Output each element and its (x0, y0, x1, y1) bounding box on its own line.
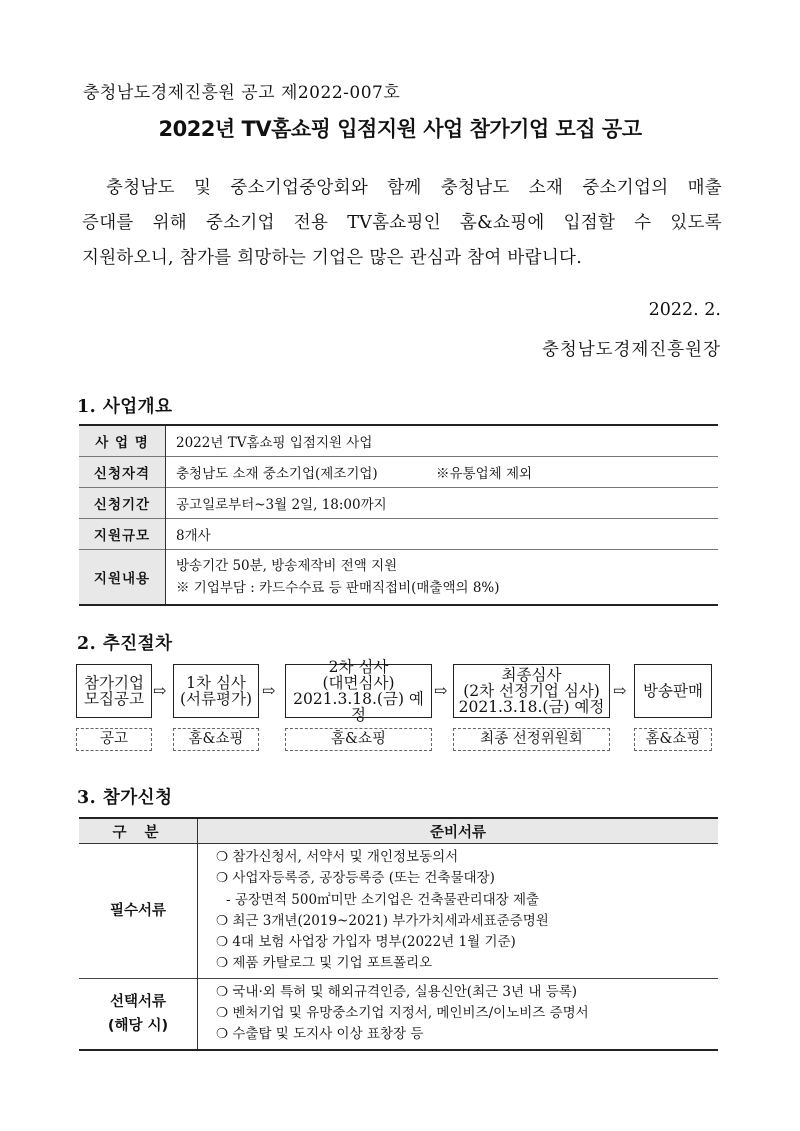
arrow-icon: ⇨ (262, 681, 276, 700)
table-row (79, 425, 718, 457)
table-row (79, 978, 718, 1049)
section-heading-process: 2. 추진절차 (77, 634, 173, 654)
intro-line: 지원하오니, 참가를 희망하는 기업은 많은 관심과 참여 바랍니다. (82, 248, 583, 268)
support-line: ※ 기업부담 : 카드수수료 등 판매직접비(매출액의 8%) (176, 580, 500, 596)
required-docs-label: 필수서류 (79, 844, 198, 979)
list-item: ❍ 4대 보험 사업장 가입자 명부(2022년 1월 기준) (216, 934, 516, 951)
overview-table (79, 424, 718, 606)
documents-table (79, 817, 718, 1051)
row-value: 8개사 (176, 528, 211, 544)
section-heading-overview: 1. 사업개요 (77, 397, 173, 417)
intro-line: 충청남도 및 중소기업중앙회와 함께 충청남도 소재 중소기업의 매출 (106, 178, 722, 198)
arrow-icon: ⇨ (434, 681, 448, 700)
row-value (166, 550, 719, 606)
label-line: 선택서류 (109, 993, 167, 1010)
section-heading-application: 3. 참가신청 (77, 788, 173, 808)
step-line: (2차 선정기업 심사) (463, 682, 600, 700)
step-owner-label: 홈&쇼핑 (634, 728, 712, 751)
list-item: - 공장면적 500㎡미만 소기업은 건축물관리대장 제출 (226, 891, 540, 908)
step-line: 참가기업 (84, 674, 144, 692)
row-value (166, 457, 719, 488)
eligibility-note: ※유통업체 제외 (436, 466, 533, 482)
process-step-5 (634, 664, 712, 718)
process-step-2 (173, 664, 259, 718)
row-value: 공고일로부터~3월 2일, 18:00까지 (176, 497, 387, 513)
step-owner-label: 홈&쇼핑 (173, 728, 259, 751)
label-line: (해당 시) (107, 1017, 169, 1034)
row-value: 2022년 TV홈쇼핑 입점지원 사업 (176, 435, 373, 451)
optional-docs-label (79, 978, 198, 1049)
process-step-4 (453, 664, 610, 718)
step-line: 2021.3.18.(금) 예정 (293, 690, 424, 724)
table-row (79, 457, 718, 488)
step-line: (서류평가) (180, 690, 252, 708)
list-item: ❍ 제품 카탈로그 및 기업 포트폴리오 (216, 955, 433, 972)
notice-number: 충청남도경제진흥원 공고 제2022-007호 (83, 83, 401, 103)
list-item: ❍ 벤처기업 및 유망중소기업 지정서, 메인비즈/이노비즈 증명서 (216, 1005, 589, 1022)
step-line: 1차 심사 (186, 674, 246, 692)
list-item: ❍ 수출탑 및 도지사 이상 표창장 등 (216, 1026, 424, 1043)
arrow-icon: ⇨ (153, 681, 167, 700)
row-label: 지원규모 (79, 519, 166, 550)
page-title: 2022년 TV홈쇼핑 입점지원 사업 참가기업 모집 공고 (158, 117, 642, 141)
step-line: 2차 심사 (328, 658, 389, 676)
column-header: 준비서류 (198, 818, 719, 844)
list-item: ❍ 최근 3개년(2019~2021) 부가가치세과세표준증명원 (216, 912, 549, 929)
arrow-icon: ⇨ (613, 681, 627, 700)
row-label: 신청기간 (79, 488, 166, 519)
optional-docs-list (198, 978, 719, 1049)
process-step-1 (76, 664, 152, 718)
issuer: 충청남도경제진흥원장 (541, 340, 721, 360)
intro-paragraph (82, 171, 722, 276)
row-label: 신청자격 (79, 457, 166, 488)
step-owner-label: 최종 선정위원회 (453, 728, 610, 751)
row-label: 사 업 명 (79, 425, 166, 457)
list-item: ❍ 사업자등록증, 공장등록증 (또는 건축물대장) (216, 870, 495, 887)
table-header-row (79, 818, 718, 844)
table-row (79, 488, 718, 519)
list-item: ❍ 국내·외 특허 및 해외규격인증, 실용신안(최근 3년 내 등록) (216, 983, 578, 1000)
step-owner-label: 홈&쇼핑 (285, 728, 432, 751)
table-row (79, 550, 718, 606)
eligibility-value: 충청남도 소재 중소기업(제조기업) (176, 466, 378, 482)
row-label: 지원내용 (79, 550, 166, 606)
required-docs-list (198, 844, 719, 979)
table-row (79, 519, 718, 550)
step-line: (대면심사) (322, 674, 395, 692)
list-item: ❍ 참가신청서, 서약서 및 개인정보동의서 (216, 849, 459, 865)
step-owner-label: 공고 (76, 728, 152, 751)
table-row (79, 844, 718, 979)
process-step-3 (285, 658, 432, 724)
notice-date: 2022. 2. (648, 300, 721, 320)
column-header: 구분 (79, 818, 198, 844)
step-line: 모집공고 (84, 690, 144, 708)
support-line: 방송기간 50분, 방송제작비 전액 지원 (176, 558, 398, 574)
step-line: 2021.3.18.(금) 예정 (458, 698, 605, 716)
step-line: 방송판매 (643, 682, 703, 700)
step-line: 최종심사 (501, 666, 562, 684)
intro-line: 증대를 위해 중소기업 전용 TV홈쇼핑인 홈&쇼핑에 입점할 수 있도록 (82, 213, 722, 233)
